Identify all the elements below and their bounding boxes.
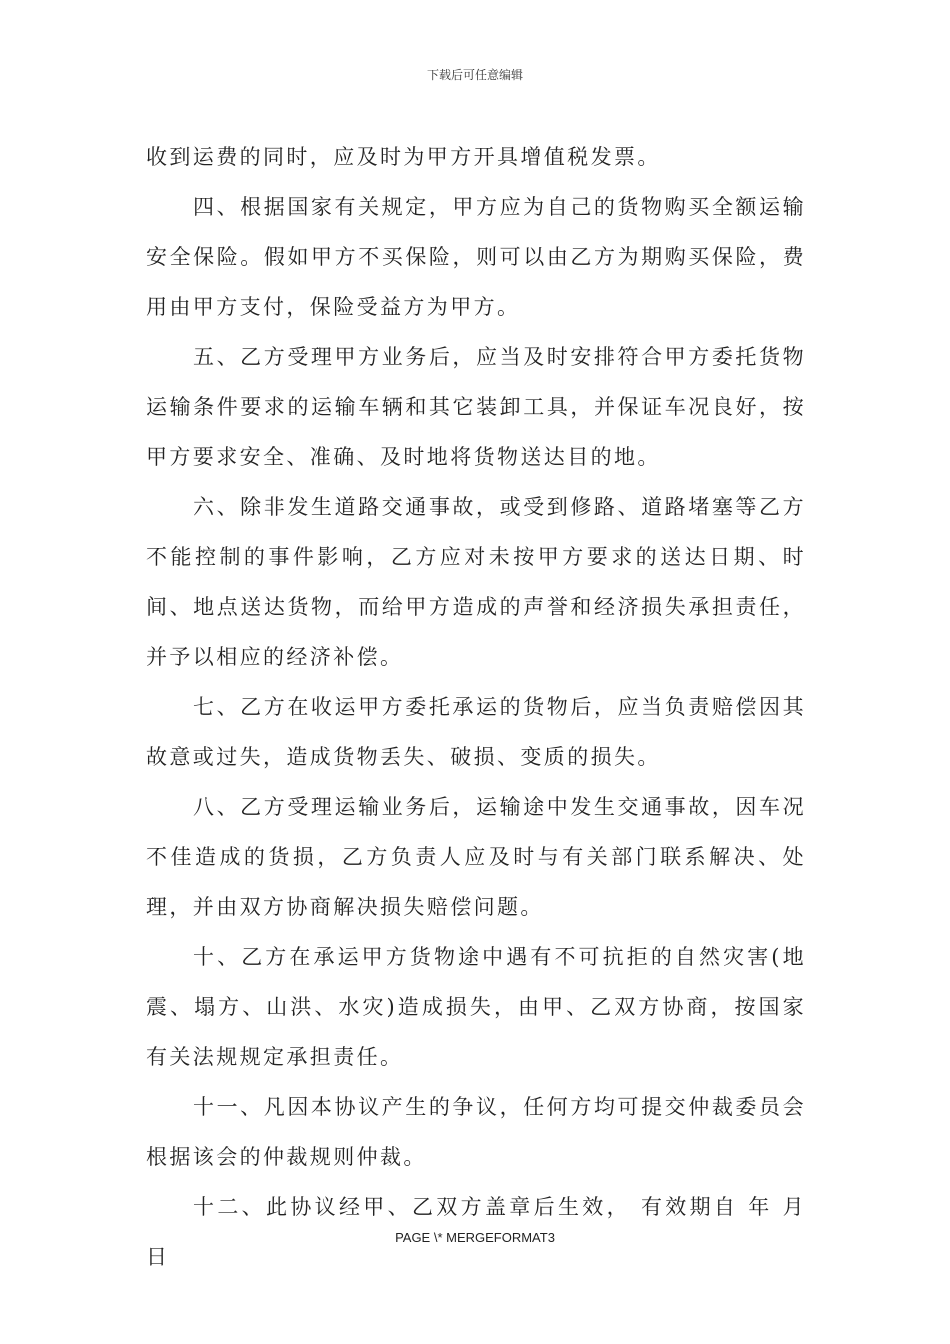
paragraph-clause-4: 四、根据国家有关规定，甲方应为自己的货物购买全额运输安全保险。假如甲方不买保险，则可以由乙方为期购买保险，费用由甲方支付，保险受益方为甲方。	[146, 195, 806, 319]
page-footer: PAGE \* MERGEFORMAT3	[395, 1230, 555, 1245]
paragraph-clause-11: 十一、凡因本协议产生的争议，任何方均可提交仲裁委员会根据该会的仲裁规则仲裁。	[146, 1095, 806, 1169]
paragraph-continuation: 收到运费的同时，应及时为甲方开具增值税发票。	[146, 145, 661, 169]
paragraph-clause-5: 五、乙方受理甲方业务后，应当及时安排符合甲方委托货物运输条件要求的运输车辆和其它装卸工具，并保证车况良好，按甲方要求安全、准确、及时地将货物送达目的地。	[146, 345, 806, 469]
page-header: 下载后可任意编辑	[426, 68, 523, 82]
document-body	[146, 132, 806, 1282]
paragraph-clause-10: 十、乙方在承运甲方货物途中遇有不可抗拒的自然灾害(地震、塌方、山洪、水灾)造成损失，由甲、乙双方协商，按国家有关法规规定承担责任。	[146, 945, 806, 1069]
paragraph-clause-7: 七、乙方在收运甲方委托承运的货物后，应当负责赔偿因其故意或过失，造成货物丢失、破损、变质的损失。	[146, 695, 806, 769]
paragraph-clause-12: 十二、此协议经甲、乙双方盖章后生效， 有效期自 年 月 日	[146, 1195, 806, 1269]
paragraph-clause-8: 八、乙方受理运输业务后，运输途中发生交通事故，因车况不佳造成的货损，乙方负责人应及时与有关部门联系解决、处理，并由双方协商解决损失赔偿问题。	[146, 795, 806, 919]
paragraph-clause-6: 六、除非发生道路交通事故，或受到修路、道路堵塞等乙方不能控制的事件影响，乙方应对未按甲方要求的送达日期、时间、地点送达货物，而给甲方造成的声誉和经济损失承担责任，并予以相应的经济补偿。	[146, 495, 806, 669]
